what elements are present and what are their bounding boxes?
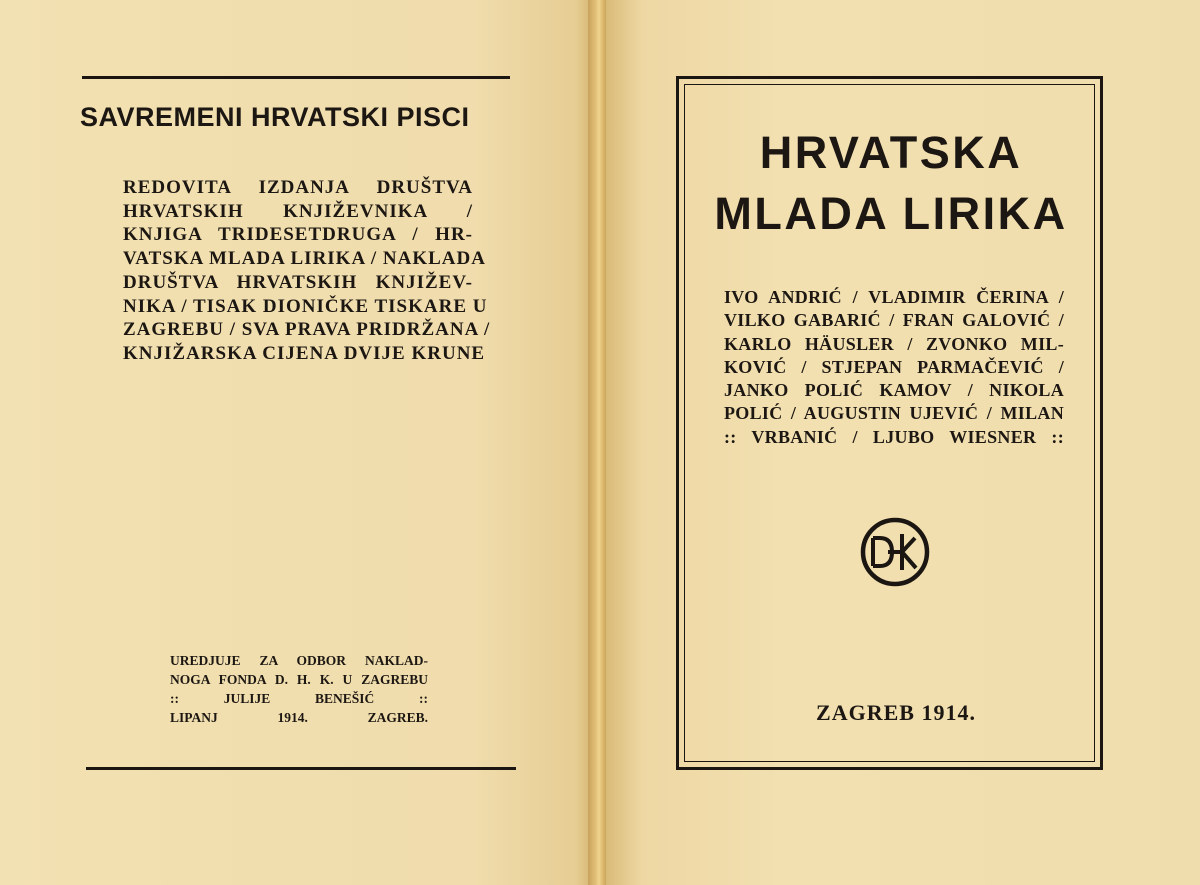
editor-line: :: JULIJE BENEŠIĆ ::	[170, 691, 428, 706]
author-list	[724, 286, 1064, 449]
book-title-line: MLADA LIRIKA	[714, 188, 1068, 239]
author-line: POLIĆ / AUGUSTIN UJEVIĆ / MILAN	[724, 403, 1064, 424]
author-line: KOVIĆ / STJEPAN PARMAČEVIĆ /	[724, 356, 1064, 377]
editor-line: UREDJUJE ZA ODBOR NAKLAD-	[170, 653, 428, 668]
colophon-line: HRVATSKIH KNJIŽEVNIKA /	[123, 200, 473, 222]
colophon-line: NIKA / TISAK DIONIČKE TISKARE U	[123, 295, 488, 317]
author-line: KARLO HÄUSLER / ZVONKO MIL-	[724, 333, 1064, 354]
editor-line: NOGA FONDA D. H. K. U ZAGREBU	[170, 672, 428, 687]
colophon-line: ZAGREBU / SVA PRAVA PRIDRŽANA /	[123, 319, 491, 341]
bottom-rule	[86, 767, 516, 770]
series-title: SAVREMENI HRVATSKI PISCI	[80, 102, 470, 132]
author-line: JANKO POLIĆ KAMOV / NIKOLA	[724, 380, 1064, 401]
dhk-publisher-logo	[859, 516, 931, 588]
colophon	[123, 176, 491, 366]
left-page	[0, 0, 594, 885]
book-title-line: HRVATSKA	[759, 127, 1023, 178]
imprint: ZAGREB 1914.	[816, 700, 976, 725]
colophon-line: DRUŠTVA HRVATSKIH KNJIŽEV-	[123, 271, 473, 293]
colophon-line: VATSKA MLADA LIRIKA / NAKLADA	[123, 248, 486, 270]
editor-line: LIPANJ 1914. ZAGREB.	[170, 710, 428, 725]
colophon-line: KNJIŽARSKA CIJENA DVIJE KRUNE	[123, 342, 486, 364]
book-title	[686, 122, 1096, 244]
author-line: :: VRBANIĆ / LJUBO WIESNER ::	[724, 426, 1064, 447]
colophon-line: KNJIGA TRIDESETDRUGA / HR-	[123, 224, 473, 246]
colophon-line: REDOVITA IZDANJA DRUŠTVA	[123, 177, 473, 198]
author-line: IVO ANDRIĆ / VLADIMIR ČERINA /	[724, 287, 1064, 307]
top-rule	[82, 76, 510, 79]
author-line: VILKO GABARIĆ / FRAN GALOVIĆ /	[724, 310, 1064, 331]
editor-note	[170, 651, 428, 727]
right-page	[606, 0, 1200, 885]
